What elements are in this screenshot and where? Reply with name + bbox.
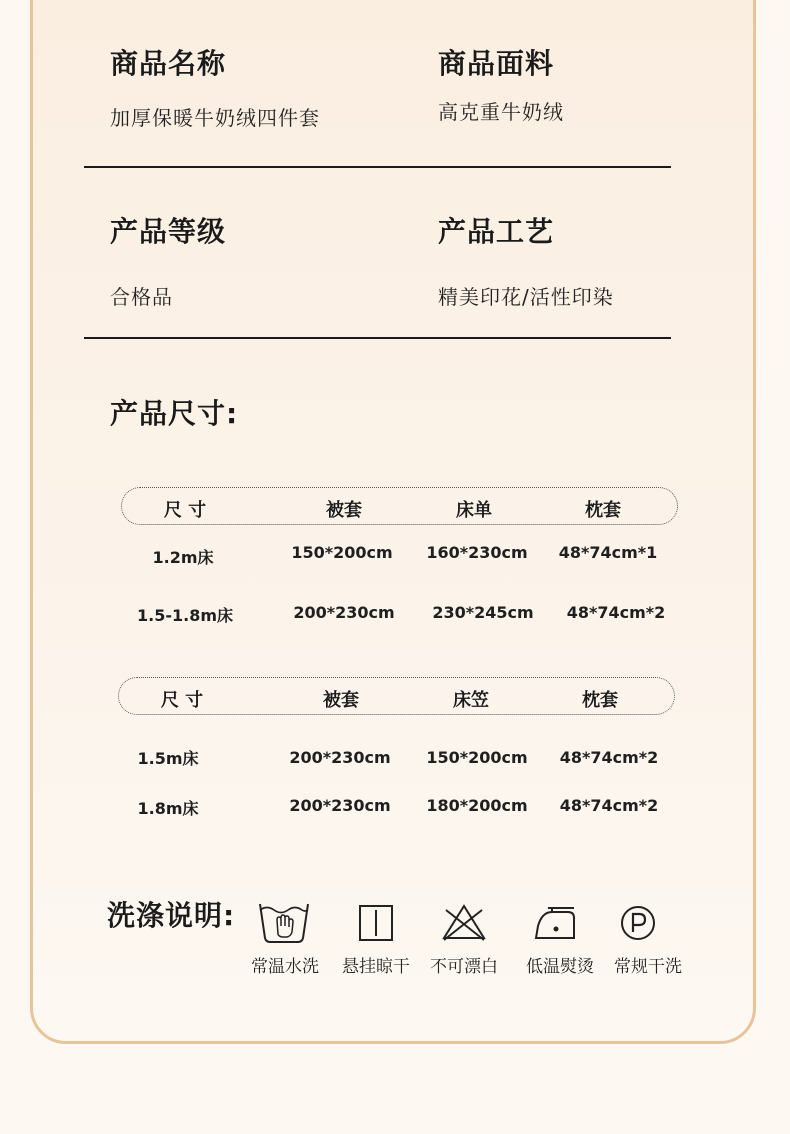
fabric-value: 高克重牛奶绒 <box>438 100 564 124</box>
table2-cell: 200*230cm <box>289 748 391 767</box>
divider <box>84 166 671 168</box>
dry-clean-label: 常规干洗 <box>614 957 682 977</box>
low-iron-label: 低温熨烫 <box>526 957 594 977</box>
craft-label: 产品工艺 <box>438 215 555 248</box>
fabric-label: 商品面料 <box>438 47 555 80</box>
size-section-title: 产品尺寸: <box>110 397 239 430</box>
table2-cell: 150*200cm <box>426 748 528 767</box>
table1-cell: 1.2m床 <box>152 548 214 567</box>
divider <box>84 337 671 339</box>
table2-cell: 200*230cm <box>289 796 391 815</box>
hang-dry-label: 悬挂晾干 <box>342 957 410 977</box>
table1-cell: 200*230cm <box>293 603 395 622</box>
dry-clean-icon <box>610 900 666 944</box>
wash-section-title: 洗涤说明: <box>107 899 236 932</box>
hand-wash-icon <box>256 900 312 944</box>
table2-header-pillowcase: 枕套 <box>582 690 618 711</box>
table2-header-duvet: 被套 <box>323 690 359 711</box>
table1-header-duvet: 被套 <box>326 500 362 521</box>
table2-header-size: 尺 寸 <box>160 690 204 711</box>
table2-cell: 1.5m床 <box>137 749 199 768</box>
table2-header-fitted-sheet: 床笠 <box>453 690 489 711</box>
product-name-value: 加厚保暖牛奶绒四件套 <box>110 106 320 130</box>
hand-wash-label: 常温水洗 <box>251 957 319 977</box>
table2-cell: 48*74cm*2 <box>559 748 659 767</box>
table1-header-size: 尺 寸 <box>163 500 207 521</box>
low-iron-icon <box>530 900 586 944</box>
table2-cell: 1.8m床 <box>137 799 199 818</box>
table1-cell: 1.5-1.8m床 <box>136 606 234 625</box>
table2-cell: 48*74cm*2 <box>559 796 659 815</box>
table1-cell: 160*230cm <box>426 543 528 562</box>
no-bleach-icon <box>436 900 492 944</box>
table1-header-sheet: 床单 <box>456 500 492 521</box>
grade-label: 产品等级 <box>110 215 227 248</box>
grade-value: 合格品 <box>110 285 173 309</box>
hang-dry-icon <box>350 900 406 944</box>
table1-cell: 150*200cm <box>291 543 393 562</box>
craft-value: 精美印花/活性印染 <box>438 285 614 309</box>
table1-header-pillowcase: 枕套 <box>585 500 621 521</box>
table1-cell: 48*74cm*2 <box>566 603 666 622</box>
table2-cell: 180*200cm <box>426 796 528 815</box>
no-bleach-label: 不可漂白 <box>430 957 498 977</box>
table1-cell: 48*74cm*1 <box>558 543 658 562</box>
table1-cell: 230*245cm <box>432 603 534 622</box>
product-name-label: 商品名称 <box>110 47 227 80</box>
